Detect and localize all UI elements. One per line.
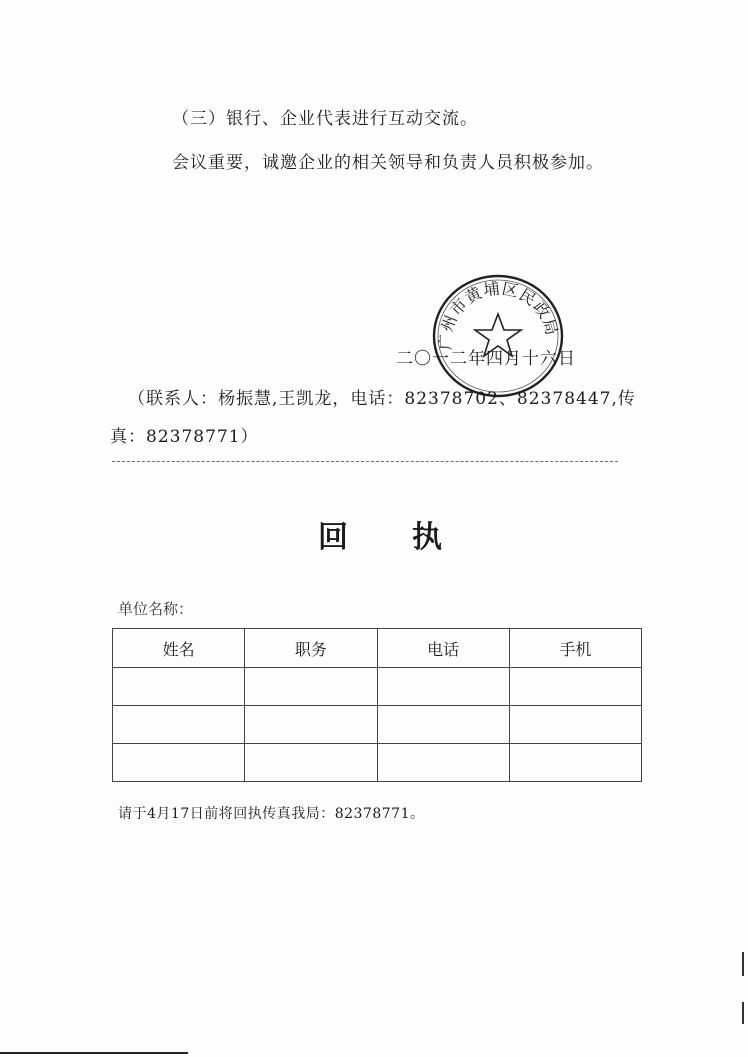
table-cell[interactable] <box>509 706 641 744</box>
table-cell[interactable] <box>377 706 509 744</box>
contact-line-1: （联系人：杨振慧,王凯龙，电话：82378702、82378447,传 <box>128 389 636 409</box>
table-cell[interactable] <box>245 668 377 706</box>
table-row <box>113 744 642 782</box>
contact-line-2: 真：82378771） <box>110 427 259 447</box>
column-header-name: 姓名 <box>113 629 245 668</box>
receipt-title: 回执 <box>318 520 506 555</box>
official-seal-stamp <box>428 270 568 402</box>
table-row <box>113 706 642 744</box>
table-cell[interactable] <box>377 744 509 782</box>
fax-instruction-footnote: 请于4月17日前将回执传真我局：82378771。 <box>118 806 425 822</box>
scan-edge-mark <box>742 1002 744 1024</box>
reply-form-table <box>112 628 642 782</box>
table-cell[interactable] <box>113 706 245 744</box>
invitation-paragraph: 会议重要，诚邀企业的相关领导和负责人员积极参加。 <box>172 153 604 173</box>
cut-line-divider <box>112 461 618 462</box>
table-cell[interactable] <box>377 668 509 706</box>
table-row <box>113 668 642 706</box>
column-header-position: 职务 <box>245 629 377 668</box>
issue-date: 二〇一二年四月十六日 <box>396 349 576 369</box>
table-cell[interactable] <box>113 744 245 782</box>
table-cell[interactable] <box>113 668 245 706</box>
column-header-phone: 电话 <box>377 629 509 668</box>
scan-edge-mark <box>742 952 744 976</box>
unit-name-label: 单位名称： <box>118 600 194 618</box>
agenda-item-3: （三）银行、企业代表进行互动交流。 <box>172 109 478 129</box>
seal-ring-text: 广州市黄埔区民政局 <box>435 278 562 351</box>
table-cell[interactable] <box>509 668 641 706</box>
table-header-row <box>113 629 642 668</box>
table-cell[interactable] <box>509 744 641 782</box>
column-header-mobile: 手机 <box>509 629 641 668</box>
table-cell[interactable] <box>245 706 377 744</box>
scan-edge-line <box>0 1052 188 1054</box>
table-cell[interactable] <box>245 744 377 782</box>
